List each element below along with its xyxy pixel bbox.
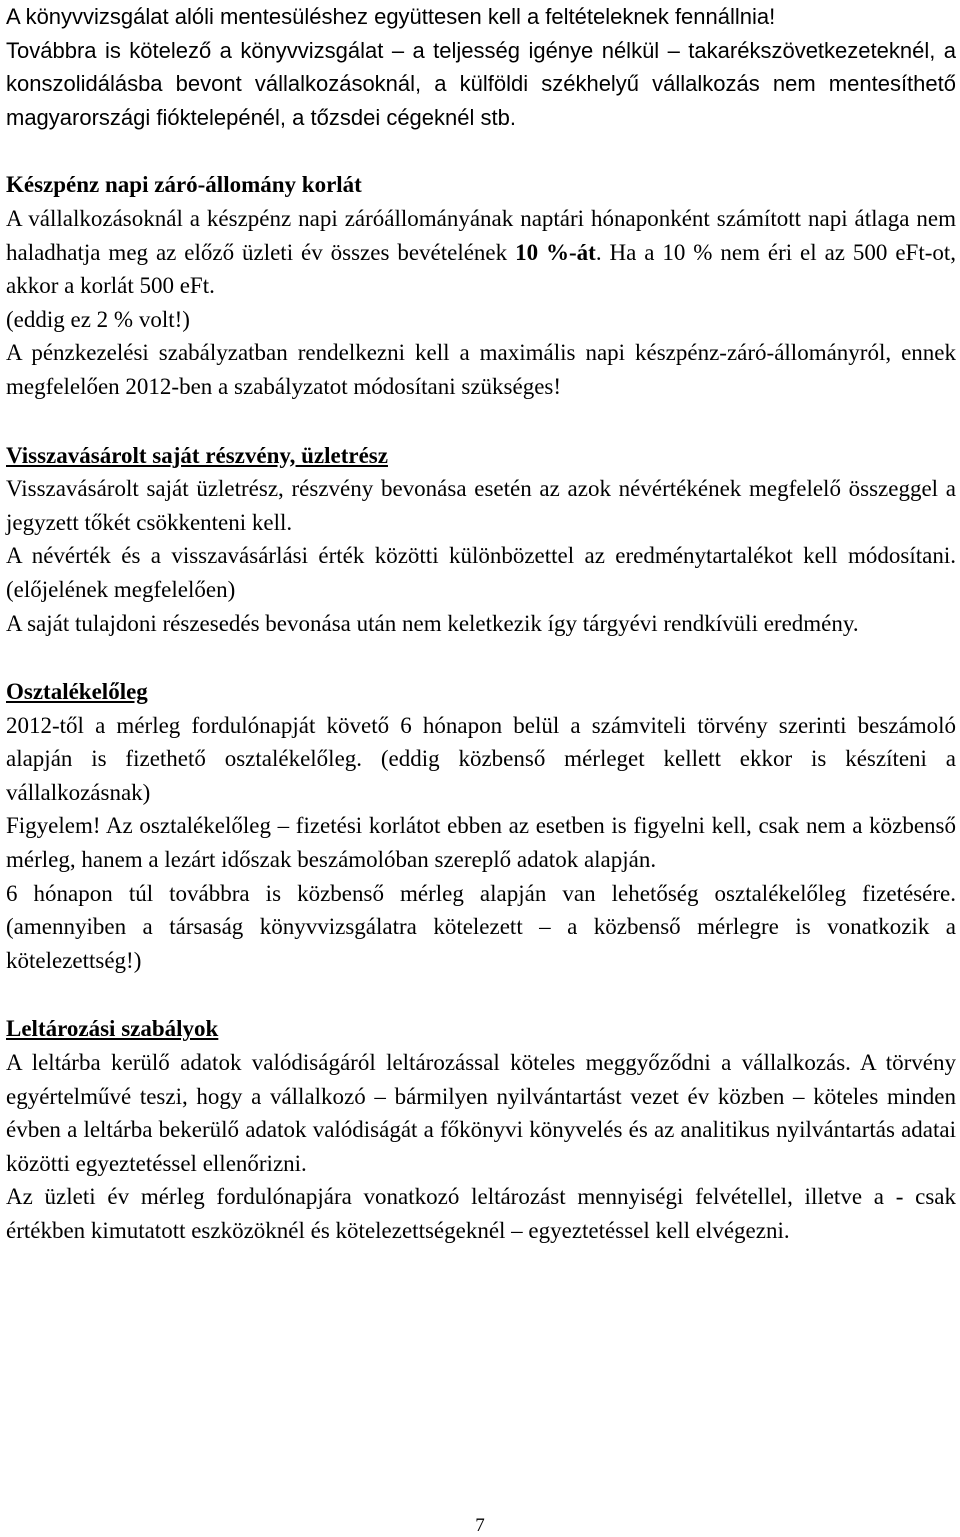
intro-paragraph-2: Továbbra is kötelező a könyvvizsgálat – a teljesség igénye nélkül – takarékszövetkezeteknél, a konszolidálásba bevont vállalkozásoknál, a külföldi székhelyű vállalkozás nem mentesíthető magyarországi fióktelepénél, a tőzsdei cégeknél stb. [6, 37, 956, 130]
dividend-paragraph-3: 6 hónapon túl továbbra is közbenső mérleg alapján van lehetőség osztalékelőleg fizetésére. (amennyiben a társaság könyvvizsgálatra kötelezett – a közbenső mérlegre is vonatkozik a kötelezettség!) [6, 880, 956, 973]
document-page [6, 0, 956, 1248]
cash-limit-paragraph-2: (eddig ez 2 % volt!) [6, 306, 190, 332]
cash-limit-text-rest: . Ha a 10 % nem éri el az 500 eFt-ot, akkor a korlát 500 eFt. [6, 239, 957, 299]
cash-limit-text: A vállalkozásoknál a készpénz napi záróállományának naptári hónaponként számított napi átlaga nem haladhatja meg az előző üzleti év összes bevételének [6, 205, 956, 265]
cash-limit-paragraph-1 [6, 202, 956, 303]
dividend-paragraph-2: Figyelem! Az osztalékelőleg – fizetési korlátot ebben az esetben is figyelni kell, csak nem a közbenső mérleg, hanem a lezárt időszak beszámolóban szereplő adatok alapján. [6, 813, 956, 873]
section-heading-inventory: Leltározási szabályok [6, 1016, 219, 1042]
buyback-paragraph-2: A névérték és a visszavásárlási érték közötti különbözettel az eredménytartalékot kell módosítani. (előjelének megfelelően) [6, 543, 956, 602]
section-heading-dividend: Osztalékelőleg [6, 679, 148, 705]
buyback-paragraph-3: A saját tulajdoni részesedés bevonása után nem keletkezik így tárgyévi rendkívüli eredmény. [6, 610, 859, 636]
intro-paragraph-1: A könyvvizsgálat alóli mentesüléshez együttesen kell a feltételeknek fennállnia! [6, 4, 776, 29]
dividend-paragraph-1: 2012-től a mérleg fordulónapját követő 6 hónapon belül a számviteli törvény szerinti beszámoló alapján is fizethető osztalékelőleg. (eddig közbenső mérleget kellett ekkor is készíteni a vállalkozásnak) [6, 712, 956, 805]
inventory-paragraph-2: Az üzleti év mérleg fordulónapjára vonatkozó leltározást mennyiségi felvétellel, illetve a - csak értékben kimutatott eszközöknél és kötelezettségeknél – egyeztetéssel kell elvégezni. [6, 1184, 956, 1243]
cash-limit-bold-value: 10 %-át [515, 239, 596, 265]
buyback-paragraph-1: Visszavásárolt saját üzletrész, részvény bevonása esetén az azok névértékének megfelelő összeggel a jegyzett tőkét csökkenteni kell. [6, 476, 956, 535]
section-heading-cash-limit: Készpénz napi záró-állomány korlát [6, 172, 362, 198]
page-number: 7 [475, 1515, 485, 1536]
inventory-paragraph-1: A leltárba kerülő adatok valódiságáról leltározással köteles meggyőződni a vállalkozás. A törvény egyértelművé teszi, hogy a vállalkozó – bármilyen nyilvántartást vezet év közben – köteles minden évben a leltárba bekerülő adatok valódiságát a főkönyvi könyvelés és az analitikus nyilvántartás adatai közötti egyeztetéssel ellenőrizni. [6, 1050, 956, 1176]
section-heading-buyback: Visszavásárolt saját részvény, üzletrész [6, 442, 388, 468]
cash-limit-paragraph-3: A pénzkezelési szabályzatban rendelkezni kell a maximális napi készpénz-záró-állományról, ennek megfelelően 2012-ben a szabályzatot módosítani szükséges! [6, 340, 956, 399]
